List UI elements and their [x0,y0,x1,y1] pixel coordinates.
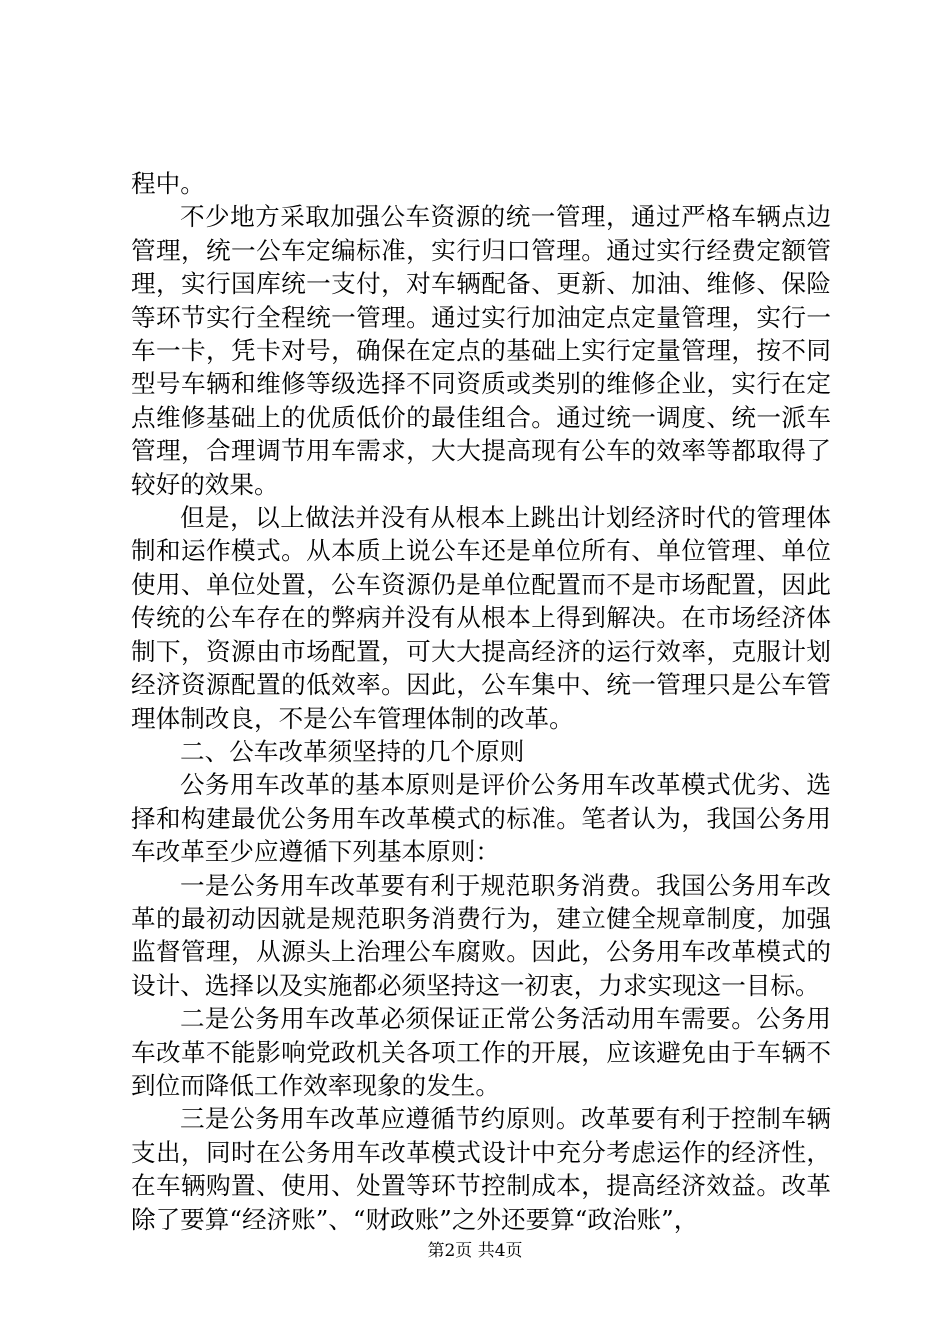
paragraph-centralized-management: 不少地方采取加强公车资源的统一管理，通过严格车辆点边管理，统一公车定编标准，实行归口管理。通过实行经费定额管理，实行国库统一支付，对车辆配备、更新、加油、维修、保险等环节实行全程统一管理。通过实行加油定点定量管理，实行一车一卡，凭卡对号，确保在定点的基础上实行定量管理，按不同型号车辆和维修等级选择不同资质或类别的维修企业，实行在定点维修基础上的优质低价的最佳组合。通过统一调度、统一派车管理，合理调节用车需求，大大提高现有公车的效率等都取得了较好的效果。 [131,202,831,499]
paragraph-principle-two: 二是公务用车改革必须保证正常公务活动用车需要。公务用车改革不能影响党政机关各项工作的开展，应该避免由于车辆不到位而降低工作效率现象的发生。 [131,1004,831,1100]
paragraph-principle-one: 一是公务用车改革要有利于规范职务消费。我国公务用车改革的最初动因就是规范职务消费行为，建立健全规章制度，加强监督管理，从源头上治理公车腐败。因此，公务用车改革模式的设计、选择以及实施都必须坚持这一初衷，力求实现这一目标。 [131,870,831,1000]
paragraph-principle-three: 三是公务用车改革应遵循节约原则。改革要有利于控制车辆支出，同时在公务用车改革模式设计中充分考虑运作的经济性，在车辆购置、使用、处置等环节控制成本，提高经济效益。改革除了要算“经济账”、“财政账”之外还要算“政治账”， [131,1104,831,1234]
document-body [131,167,831,1236]
section-heading-principles: 二、公车改革须坚持的几个原则 [180,736,525,766]
paragraph-continuation: 程中。 [131,169,205,198]
page-footer: 第2页 共4页 [427,1241,523,1261]
paragraph-limitations: 但是，以上做法并没有从根本上跳出计划经济时代的管理体制和运作模式。从本质上说公车还是单位所有、单位管理、单位使用、单位处置，公车资源仍是单位配置而不是市场配置，因此传统的公车存在的弊病并没有从根本上得到解决。在市场经济体制下，资源由市场配置，可大大提高经济的运行效率，克服计划经济资源配置的低效率。因此，公车集中、统一管理只是公车管理体制改良，不是公车管理体制的改革。 [131,503,831,733]
paragraph-principles-intro: 公务用车改革的基本原则是评价公务用车改革模式优劣、选择和构建最优公务用车改革模式的标准。笔者认为，我国公务用车改革至少应遵循下列基本原则： [131,770,831,867]
